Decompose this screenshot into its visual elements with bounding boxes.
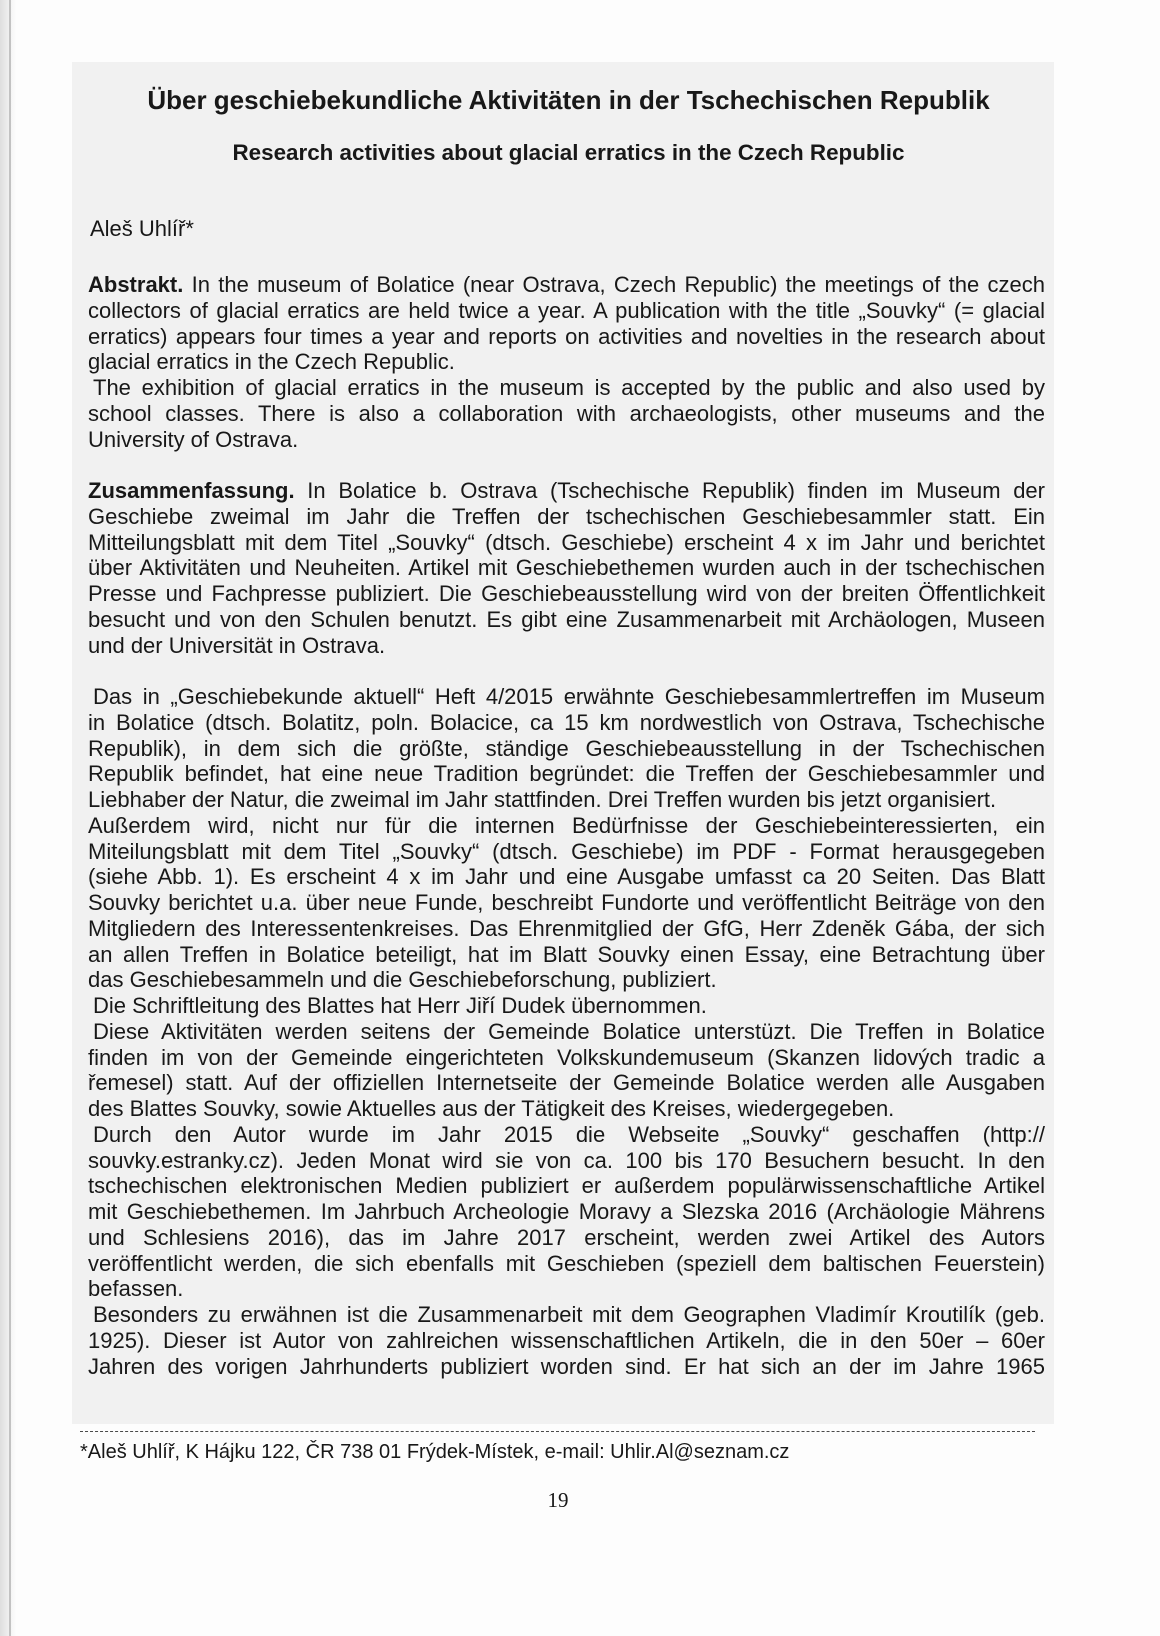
abstract-line: glacial erratics in the Czech Republic. <box>88 349 455 375</box>
summary-line <box>88 478 1045 504</box>
body-line: Diese Aktivitäten werden seitens der Gemeinde Bolatice unterstüzt. Die Treffen in Bolatice <box>93 1018 1045 1044</box>
summary-line-text: In Bolatice b. Ostrava (Tschechische Republik) finden im Museum der <box>307 478 1045 503</box>
page-edge-line <box>9 0 11 1636</box>
body-text <box>88 684 1045 1379</box>
abstract-line: collectors of glacial erratics are held twice a year. A publication with the title „Souvky“ (= glacial <box>88 297 1045 323</box>
body-line: in Bolatice (dtsch. Bolatitz, poln. Bolacice, ca 15 km nordwestlich von Ostrava, Tschechische <box>88 709 1045 735</box>
article-subtitle: Research activities about glacial erratics in the Czech Republic <box>232 140 905 165</box>
abstract-line: University of Ostrava. <box>88 426 299 452</box>
body-line: souvky.estranky.cz). Jeden Monat wird sie von ca. 100 bis 170 Besuchern besucht. In den <box>88 1147 1045 1173</box>
body-line: Durch den Autor wurde im Jahr 2015 die Webseite „Souvky“ geschaffen (http:// <box>93 1121 1045 1147</box>
abstract-line: The exhibition of glacial erratics in the museum is accepted by the public and also used by <box>93 375 1045 400</box>
article-author: Aleš Uhlíř* <box>90 216 194 241</box>
summary-line: besucht und von den Schulen benutzt. Es gibt eine Zusammenarbeit mit Archäologen, Museen <box>88 606 1045 632</box>
abstract-line <box>88 272 1045 298</box>
body-line: Außerdem wird, nicht nur für die internen Bedürfnisse der Geschiebeinteressierten, ein <box>88 812 1045 838</box>
body-line: befassen. <box>88 1276 184 1302</box>
body-line: des Blattes Souvky, sowie Aktuelles aus der Tätigkeit des Kreises, wiedergegeben. <box>88 1096 895 1121</box>
abstract-line: erratics) appears four times a year and reports on activities and novelties in the research about <box>88 323 1045 349</box>
body-line: 1925). Dieser ist Autor von zahlreichen wissenschaftlichen Artikeln, die in den 50er – 60er <box>88 1327 1045 1353</box>
abstract-line: school classes. There is also a collaboration with archaeologists, other museums and the <box>88 400 1045 426</box>
summary-line: und der Universität in Ostrava. <box>88 632 386 658</box>
summary-label: Zusammenfassung. <box>88 478 295 503</box>
body-line: Souvky berichtet u.a. über neue Funde, beschreibt Fundorte und veröffentlicht Beiträge von den <box>88 890 1045 915</box>
summary-line: über Aktivitäten und Neuheiten. Artikel mit Geschiebethemen wurden auch in der tschechischen <box>88 555 1045 581</box>
body-line: řemesel) statt. Auf der offiziellen Internetseite der Gemeinde Bolatice werden alle Ausgaben <box>88 1070 1045 1096</box>
summary-line: Presse und Fachpresse publiziert. Die Geschiebeausstellung wird von der breiten Öffentlichkeit <box>88 581 1045 606</box>
body-line: an allen Treffen in Bolatice beteiligt, hat im Blatt Souvky einen Essay, eine Betrachtung über <box>88 941 1045 967</box>
body-line: veröffentlicht werden, die sich ebenfalls mit Geschieben (speziell dem baltischen Feuerstein) <box>88 1250 1045 1276</box>
footnote-separator <box>80 1431 1035 1432</box>
author-footnote: *Aleš Uhlíř, K Hájku 122, ČR 738 01 Frýdek-Místek, e-mail: Uhlir.Al@seznam.cz <box>80 1441 790 1463</box>
body-line: Republik), in dem sich die größte, ständige Geschiebeausstellung in der Tschechischen <box>88 735 1045 761</box>
body-line: Jahren des vorigen Jahrhunderts publiziert worden sind. Er hat sich an der im Jahre 1965 <box>88 1353 1045 1379</box>
body-line: Besonders zu erwähnen ist die Zusammenarbeit mit dem Geographen Vladimír Kroutilík (geb. <box>93 1302 1045 1327</box>
body-line: Mitgliedern des Interessentenkreises. Das Ehrenmitglied der GfG, Herr Zdeněk Gába, der sich <box>88 915 1045 941</box>
abstract-label: Abstrakt. <box>88 272 184 297</box>
body-line: Die Schriftleitung des Blattes hat Herr Jiří Dudek übernommen. <box>93 993 707 1018</box>
abstract-line-text: In the museum of Bolatice (near Ostrava, Czech Republic) the meetings of the czech <box>191 272 1045 297</box>
page-number: 19 <box>547 1488 569 1512</box>
article-title: Über geschiebekundliche Aktivitäten in der Tschechischen Republik <box>147 85 990 115</box>
body-line: Miteilungsblatt mit dem Titel „Souvky“ (dtsch. Geschiebe) im PDF - Format herausgegeben <box>88 838 1045 864</box>
body-line: Das in „Geschiebekunde aktuell“ Heft 4/2015 erwähnte Geschiebesammlertreffen im Museum <box>93 684 1045 709</box>
body-line: finden im von der Gemeinde eingerichteten Volkskundemuseum (Skanzen lidových tradic a <box>88 1044 1045 1070</box>
body-line: das Geschiebesammeln und die Geschiebeforschung, publiziert. <box>88 967 717 993</box>
summary-paragraph <box>88 478 1045 658</box>
article-text <box>88 272 1045 1379</box>
summary-line: Geschiebe zweimal im Jahr die Treffen der tschechischen Geschiebesammler statt. Ein <box>88 503 1045 529</box>
summary-line: Mitteilungsblatt mit dem Titel „Souvky“ (dtsch. Geschiebe) erscheint 4 x im Jahr und berichtet <box>88 529 1045 555</box>
abstract-paragraph <box>88 272 1045 452</box>
body-line: und Schlesiens 2016), das im Jahre 2017 erscheint, werden zwei Artikel des Autors <box>88 1224 1045 1250</box>
body-line: Republik befindet, hat eine neue Tradition begründet: die Treffen der Geschiebesammler und <box>88 761 1045 787</box>
body-line: (siehe Abb. 1). Es erscheint 4 x im Jahr und eine Ausgabe umfasst ca 20 Seiten. Das Blatt <box>88 864 1045 890</box>
body-line: Liebhaber der Natur, die zweimal im Jahr stattfinden. Drei Treffen wurden bis jetzt organisiert. <box>88 787 997 812</box>
body-line: mit Geschiebethemen. Im Jahrbuch Archeologie Moravy a Slezska 2016 (Archäologie Mährens <box>88 1199 1045 1224</box>
body-line: tschechischen elektronischen Medien publiziert er außerdem populärwissenschaftliche Artikel <box>88 1173 1045 1199</box>
page-edge-shadow <box>0 0 16 1636</box>
